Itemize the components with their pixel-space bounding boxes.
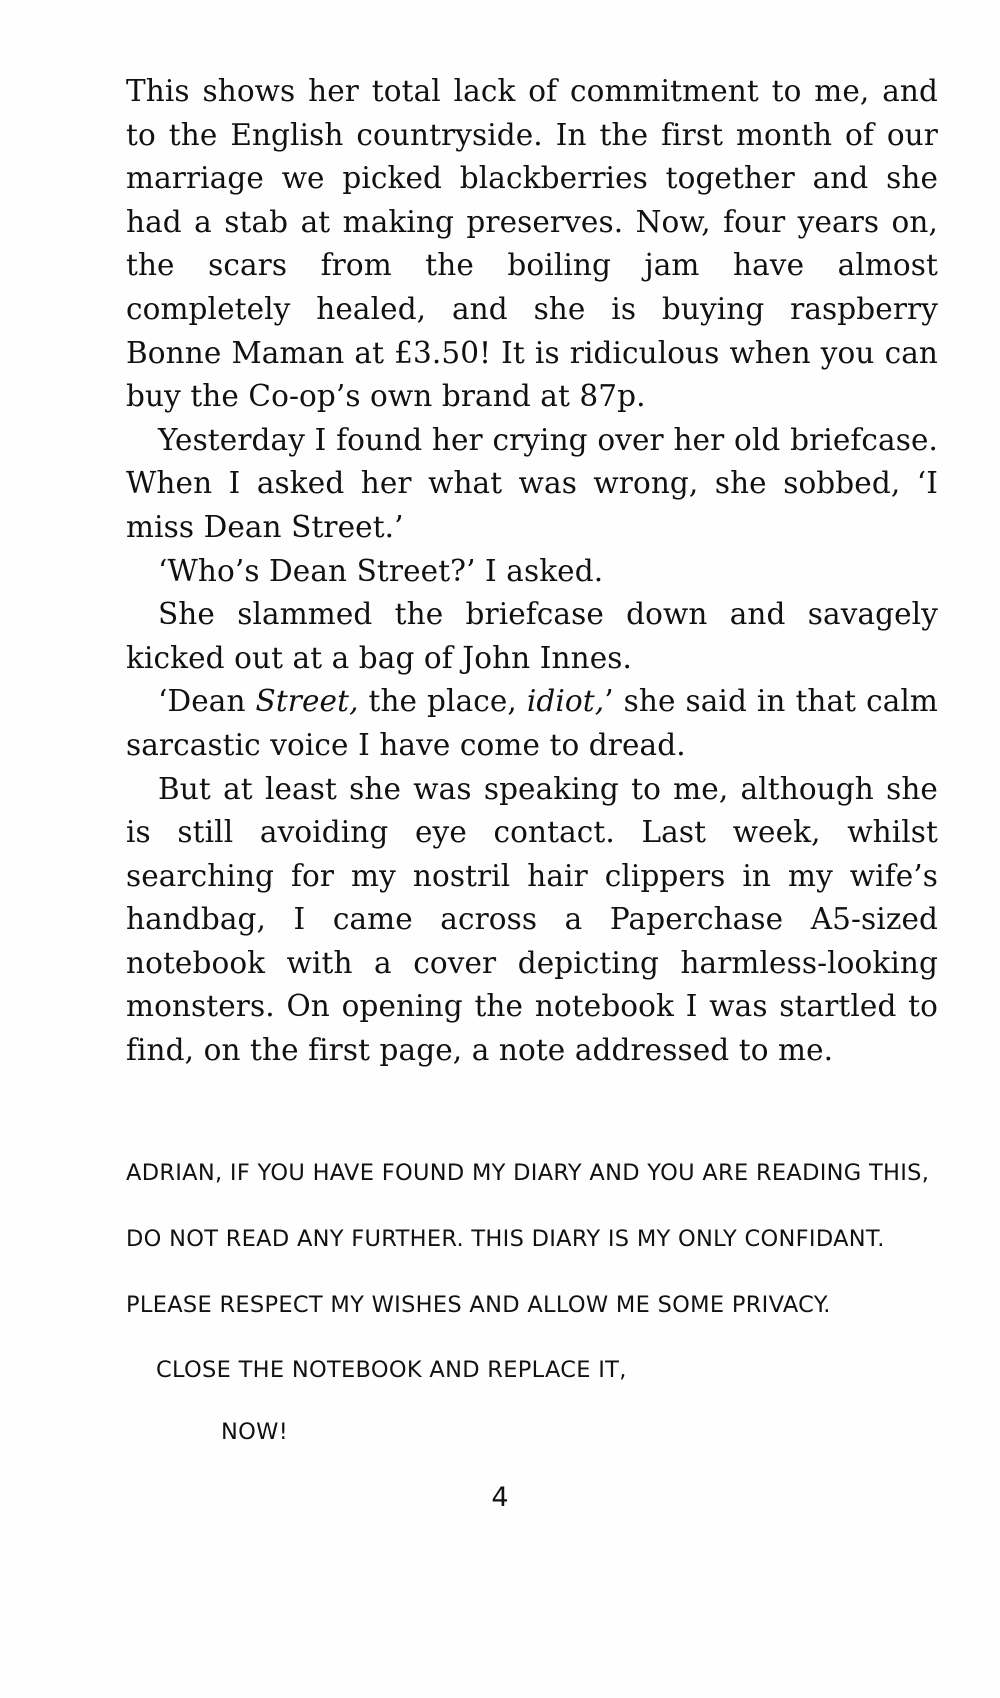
dean-part-e: ’ she said in that calm sarcastic voice I have come to dread.	[126, 684, 938, 762]
paragraph-dean-street	[126, 680, 938, 767]
dean-part-idiot: idiot,	[526, 684, 605, 719]
dean-part-street: Street,	[255, 684, 359, 719]
paragraph-kick: She slammed the briefcase down and savagely kicked out at a bag of John Innes.	[126, 597, 938, 675]
paragraph-who: ‘Who’s Dean Street?’ I asked.	[158, 553, 604, 588]
paragraph-notebook: But at least she was speaking to me, although she is still avoiding eye contact. Last week, whilst searching for my nostril hair clippers in my wife’s handbag, I came across a Paperchase A5-sized notebook with a cover depicting harmless-looking monsters. On opening the notebook I was startled to find, on the first page, a note addressed to me.	[126, 771, 938, 1068]
diary-note-now-line: NOW!	[221, 1419, 289, 1445]
diary-note	[126, 1140, 946, 1462]
diary-note-body: ADRIAN, IF YOU HAVE FOUND MY DIARY AND YOU ARE READING THIS, DO NOT READ ANY FURTHER. THIS DIARY IS MY ONLY CONFIDANT. PLEASE RESPECT MY WISHES AND ALLOW ME SOME PRIVACY.	[126, 1160, 930, 1318]
paragraph-jam: This shows her total lack of commitment to me, and to the English countryside. In the first month of our marriage we picked blackberries together and she had a stab at making preserves. Now, four years on, the scars from the boiling jam have almost completely healed, and she is buying raspberry Bonne Maman at £3.50! It is ridiculous when you can buy the Co-op’s own brand at 87p.	[126, 74, 938, 414]
dean-part-a: ‘Dean	[158, 684, 256, 719]
prose-body	[126, 70, 938, 1073]
paragraph-briefcase: Yesterday I found her crying over her old briefcase. When I asked her what was wrong, she sobbed, ‘I miss Dean Street.’	[126, 422, 938, 544]
dean-part-c: the place,	[358, 684, 527, 719]
page-number: 4	[491, 1482, 509, 1513]
diary-note-close-line: CLOSE THE NOTEBOOK AND REPLACE IT,	[156, 1357, 627, 1383]
